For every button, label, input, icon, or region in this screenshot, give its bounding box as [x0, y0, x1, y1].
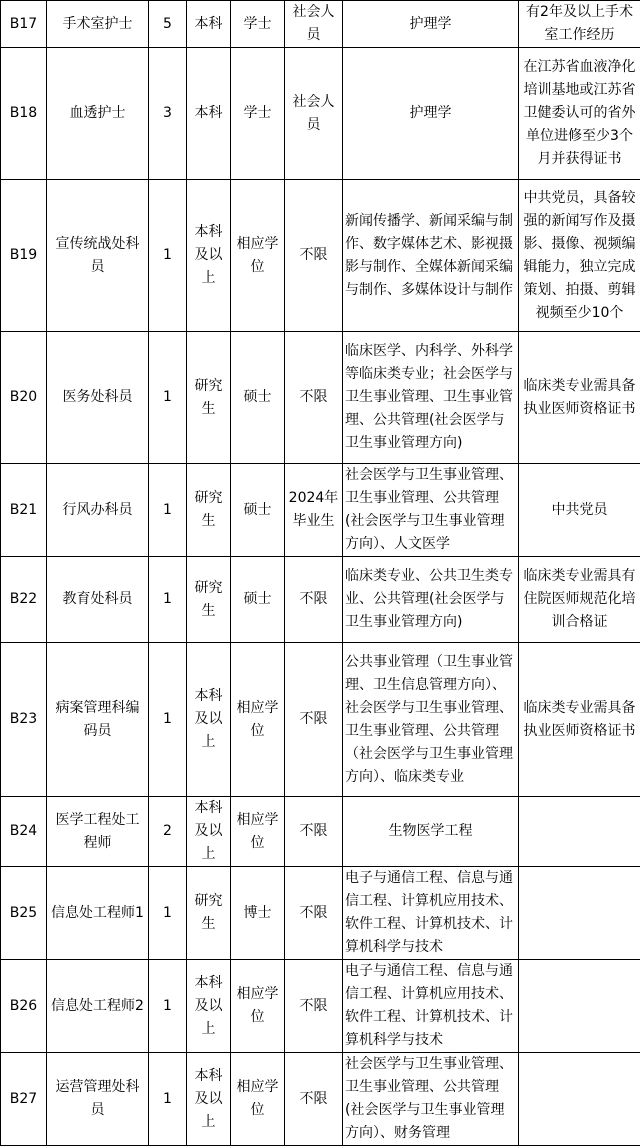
position-code-cell: B19 [1, 180, 47, 332]
major-cell: 公共事业管理（卫生事业管理、卫生信息管理方向）、社会医学与卫生事业管理、卫生事业管理、公共管理（社会医学与卫生事业管理方向）、临床类专业 [343, 643, 519, 797]
position-name-cell: 病案管理科编码员 [47, 643, 149, 797]
position-name-cell: 血透护士 [47, 48, 149, 180]
table-row [1, 180, 640, 332]
other-requirements-cell: 临床类专业需具有住院医师规范化培训合格证 [519, 557, 640, 643]
position-code-cell: B24 [1, 797, 47, 867]
table-row [1, 1053, 640, 1146]
position-name-cell: 医学工程处工程师 [47, 797, 149, 867]
position-name-cell: 医务处科员 [47, 332, 149, 464]
position-name-cell: 运营管理处科员 [47, 1053, 149, 1146]
education-cell: 本科 [187, 48, 231, 180]
table-row [1, 1, 640, 48]
major-cell: 新闻传播学、新闻采编与制作、数字媒体艺术、影视摄影与制作、全媒体新闻采编与制作、多媒体设计与制作 [343, 180, 519, 332]
table-row [1, 643, 640, 797]
education-cell: 研究生 [187, 867, 231, 960]
table-row [1, 867, 640, 960]
position-code-cell: B21 [1, 464, 47, 557]
position-code-cell: B22 [1, 557, 47, 643]
major-cell: 电子与通信工程、信息与通信工程、计算机应用技术、软件工程、计算机技术、计算机科学与技术 [343, 960, 519, 1053]
degree-cell: 相应学位 [231, 643, 285, 797]
position-code-cell: B23 [1, 643, 47, 797]
position-code-cell: B27 [1, 1053, 47, 1146]
education-cell: 研究生 [187, 332, 231, 464]
source-cell: 2024年毕业生 [285, 464, 343, 557]
headcount-cell: 1 [149, 867, 187, 960]
position-name-cell: 宣传统战处科员 [47, 180, 149, 332]
major-cell: 临床医学、内科学、外科学等临床类专业；社会医学与卫生事业管理、卫生事业管理、公共管理(社会医学与卫生事业管理方向) [343, 332, 519, 464]
degree-cell: 硕士 [231, 464, 285, 557]
position-name-cell: 行风办科员 [47, 464, 149, 557]
source-cell: 社会人员 [285, 1, 343, 48]
education-cell: 本科 [187, 1, 231, 48]
major-cell: 护理学 [343, 48, 519, 180]
table-row [1, 797, 640, 867]
major-cell: 护理学 [343, 1, 519, 48]
headcount-cell: 3 [149, 48, 187, 180]
other-requirements-cell [519, 1053, 640, 1146]
education-cell: 本科及以上 [187, 180, 231, 332]
source-cell: 不限 [285, 180, 343, 332]
position-code-cell: B18 [1, 48, 47, 180]
table-row [1, 48, 640, 180]
position-name-cell: 教育处科员 [47, 557, 149, 643]
degree-cell: 相应学位 [231, 1053, 285, 1146]
education-cell: 本科及以上 [187, 1053, 231, 1146]
headcount-cell: 1 [149, 332, 187, 464]
source-cell: 不限 [285, 643, 343, 797]
position-code-cell: B25 [1, 867, 47, 960]
headcount-cell: 1 [149, 557, 187, 643]
other-requirements-cell: 临床类专业需具备执业医师资格证书 [519, 332, 640, 464]
education-cell: 本科及以上 [187, 643, 231, 797]
table-row [1, 557, 640, 643]
position-code-cell: B26 [1, 960, 47, 1053]
position-name-cell: 手术室护士 [47, 1, 149, 48]
education-cell: 研究生 [187, 557, 231, 643]
headcount-cell: 1 [149, 643, 187, 797]
degree-cell: 博士 [231, 867, 285, 960]
other-requirements-cell: 有2年及以上手术室工作经历 [519, 1, 640, 48]
other-requirements-cell [519, 960, 640, 1053]
degree-cell: 相应学位 [231, 180, 285, 332]
position-code-cell: B20 [1, 332, 47, 464]
other-requirements-cell [519, 867, 640, 960]
other-requirements-cell: 中共党员，具备较强的新闻写作及摄影、摄像、视频编辑能力，独立完成策划、拍摄、剪辑视频至少10个 [519, 180, 640, 332]
major-cell: 临床类专业、公共卫生类专业、公共管理(社会医学与卫生事业管理方向) [343, 557, 519, 643]
position-code-cell: B17 [1, 1, 47, 48]
education-cell: 研究生 [187, 464, 231, 557]
source-cell: 不限 [285, 557, 343, 643]
headcount-cell: 5 [149, 1, 187, 48]
major-cell: 社会医学与卫生事业管理、卫生事业管理、公共管理(社会医学与卫生事业管理方向）、人文医学 [343, 464, 519, 557]
source-cell: 不限 [285, 797, 343, 867]
degree-cell: 相应学位 [231, 960, 285, 1053]
headcount-cell: 1 [149, 1053, 187, 1146]
degree-cell: 硕士 [231, 332, 285, 464]
source-cell: 不限 [285, 867, 343, 960]
degree-cell: 相应学位 [231, 797, 285, 867]
education-cell: 本科及以上 [187, 797, 231, 867]
degree-cell: 硕士 [231, 557, 285, 643]
headcount-cell: 2 [149, 797, 187, 867]
degree-cell: 学士 [231, 48, 285, 180]
headcount-cell: 1 [149, 180, 187, 332]
other-requirements-cell: 在江苏省血液净化培训基地或江苏省卫健委认可的省外单位进修至少3个月并获得证书 [519, 48, 640, 180]
other-requirements-cell [519, 797, 640, 867]
source-cell: 社会人员 [285, 48, 343, 180]
table-row [1, 464, 640, 557]
table-row [1, 960, 640, 1053]
major-cell: 电子与通信工程、信息与通信工程、计算机应用技术、软件工程、计算机技术、计算机科学与技术 [343, 867, 519, 960]
source-cell: 不限 [285, 332, 343, 464]
position-name-cell: 信息处工程师2 [47, 960, 149, 1053]
headcount-cell: 1 [149, 464, 187, 557]
headcount-cell: 1 [149, 960, 187, 1053]
other-requirements-cell: 临床类专业需具备执业医师资格证书 [519, 643, 640, 797]
table-row [1, 332, 640, 464]
position-name-cell: 信息处工程师1 [47, 867, 149, 960]
education-cell: 本科及以上 [187, 960, 231, 1053]
major-cell: 社会医学与卫生事业管理、卫生事业管理、公共管理(社会医学与卫生事业管理方向）、财务管理 [343, 1053, 519, 1146]
degree-cell: 学士 [231, 1, 285, 48]
major-cell: 生物医学工程 [343, 797, 519, 867]
source-cell: 不限 [285, 1053, 343, 1146]
source-cell: 不限 [285, 960, 343, 1053]
other-requirements-cell: 中共党员 [519, 464, 640, 557]
